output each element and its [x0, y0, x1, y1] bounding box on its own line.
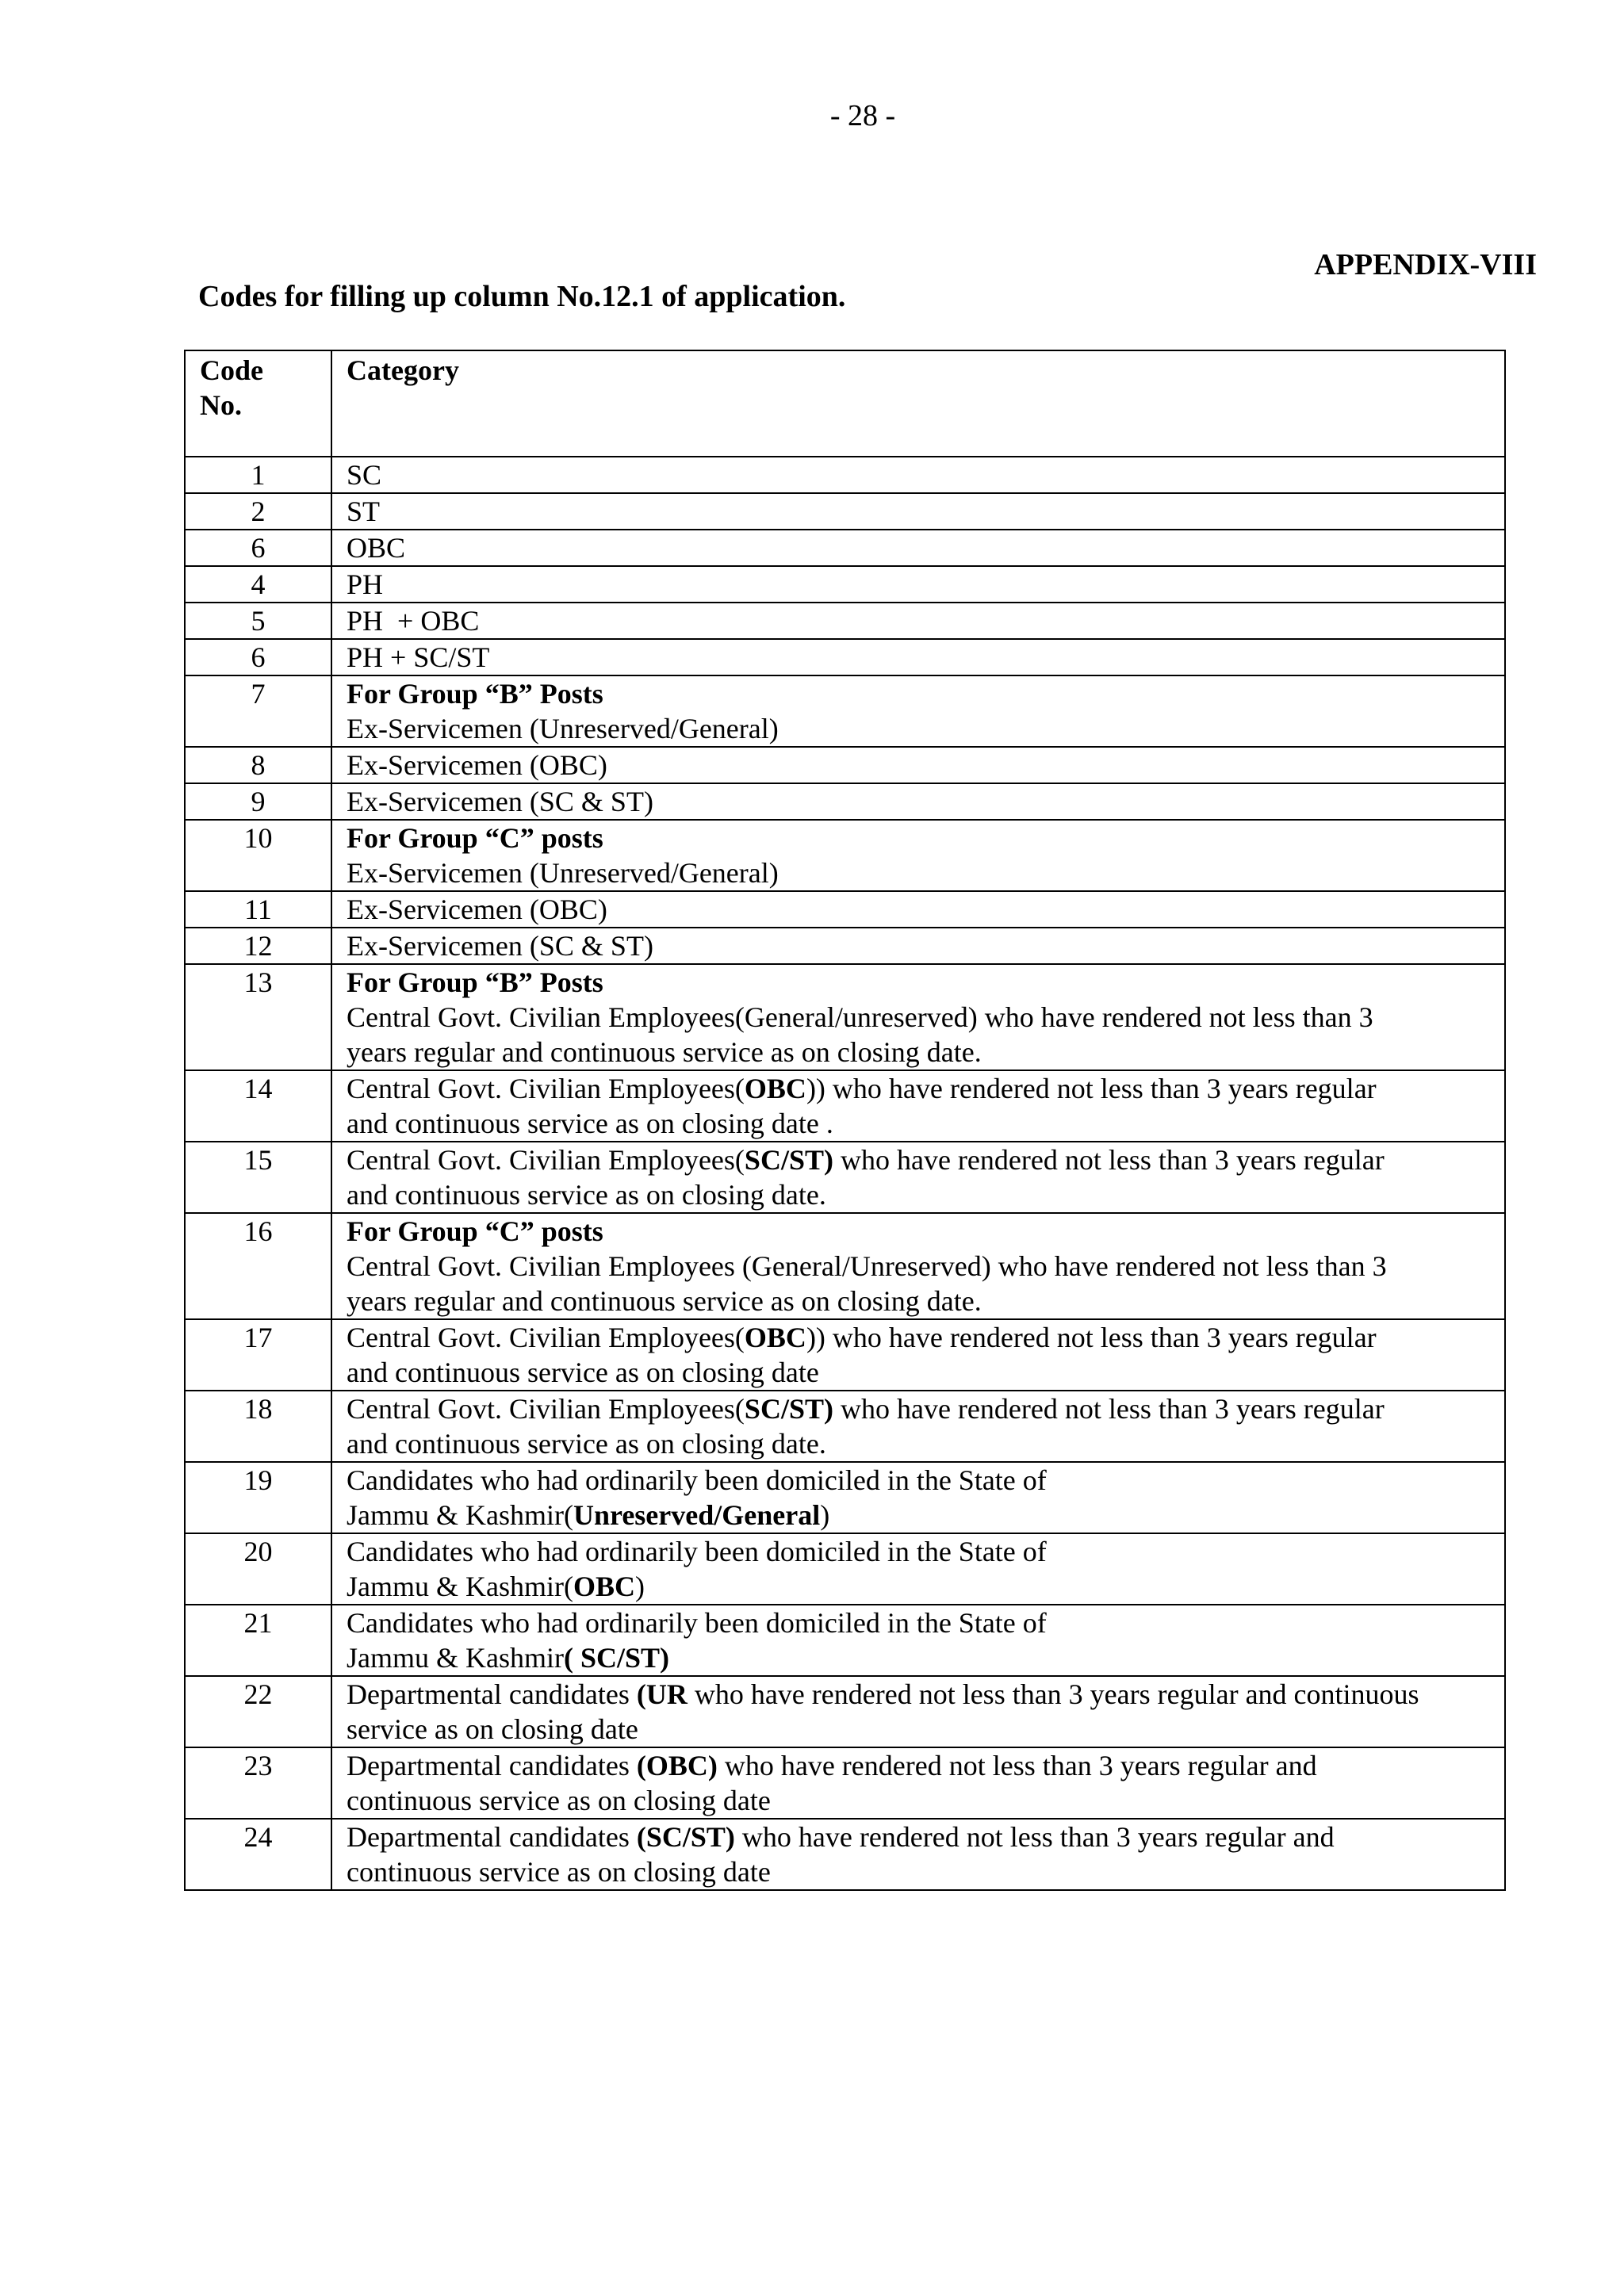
table-header-row: [185, 350, 1505, 457]
table-row: [185, 747, 1505, 783]
category-text-bold: For Group “B” Posts: [347, 678, 603, 710]
category-text-bold: (SC/ST): [636, 1821, 735, 1853]
category-text: Ex-Servicemen (SC & ST): [347, 930, 653, 962]
code-cell: 6: [185, 639, 331, 675]
category-text-bold: SC/ST): [744, 1393, 833, 1425]
intro-heading: Codes for filling up column No.12.1 of application.: [198, 280, 846, 313]
category-text-bold: OBC: [573, 1571, 635, 1602]
category-text-bold: ( SC/ST): [563, 1642, 670, 1674]
category-cell: [331, 891, 1505, 928]
category-line: [347, 1320, 1504, 1355]
header-code-line2: No.: [200, 389, 242, 421]
category-text: Departmental candidates: [347, 1750, 637, 1781]
category-cell: [331, 1462, 1505, 1533]
category-text: who have rendered not less than 3 years regular: [833, 1144, 1385, 1176]
code-cell: 10: [185, 820, 331, 891]
category-cell: [331, 1213, 1505, 1319]
code-cell: 19: [185, 1462, 331, 1533]
category-text: Ex-Servicemen (Unreserved/General): [347, 857, 779, 889]
category-cell: [331, 928, 1505, 964]
category-cell: [331, 1391, 1505, 1462]
table-row: [185, 1070, 1505, 1142]
category-cell: [331, 1605, 1505, 1676]
table-row: [185, 1213, 1505, 1319]
category-line: [347, 821, 1504, 855]
category-cell: [331, 1676, 1505, 1747]
category-line: [347, 1106, 1504, 1141]
category-text: Departmental candidates: [347, 1678, 637, 1710]
code-cell: 24: [185, 1819, 331, 1890]
category-text: continuous service as on closing date: [347, 1785, 771, 1816]
category-cell: [331, 820, 1505, 891]
category-line: [347, 711, 1504, 746]
category-text: Candidates who had ordinarily been domiciled in the State of: [347, 1536, 1047, 1567]
category-text-bold: SC/ST): [744, 1144, 833, 1176]
category-line: [347, 784, 1504, 819]
category-line: [347, 530, 1504, 565]
codes-table: [184, 350, 1506, 1891]
category-text: and continuous service as on closing date: [347, 1357, 819, 1388]
category-text: years regular and continuous service as on closing date.: [347, 1285, 982, 1317]
category-line: [347, 1249, 1504, 1284]
category-text: service as on closing date: [347, 1713, 638, 1745]
category-line: [347, 1569, 1504, 1604]
category-line: [347, 1820, 1504, 1854]
category-text: ): [820, 1499, 830, 1531]
category-line: [347, 1640, 1504, 1675]
category-line: [347, 1605, 1504, 1640]
category-text-bold: Unreserved/General: [573, 1499, 821, 1531]
category-line: [347, 1071, 1504, 1106]
code-cell: 7: [185, 675, 331, 747]
category-text: Central Govt. Civilian Employees (General/Unreserved) who have rendered not less than 3: [347, 1250, 1387, 1282]
category-text: ): [634, 1571, 645, 1602]
code-cell: 22: [185, 1676, 331, 1747]
category-text: who have rendered not less than 3 years regular and: [717, 1750, 1317, 1781]
category-line: [347, 457, 1504, 492]
category-line: [347, 494, 1504, 529]
category-cell: [331, 783, 1505, 820]
category-text: Ex-Servicemen (OBC): [347, 749, 607, 781]
category-text: Jammu & Kashmir(: [347, 1499, 573, 1531]
category-text: ST: [347, 496, 381, 527]
category-line: [347, 928, 1504, 963]
category-text: )) who have rendered not less than 3 years regular: [806, 1322, 1377, 1353]
code-cell: 11: [185, 891, 331, 928]
table-row: [185, 1462, 1505, 1533]
category-line: [347, 676, 1504, 711]
code-cell: 23: [185, 1747, 331, 1819]
category-cell: [331, 603, 1505, 639]
category-cell: [331, 1142, 1505, 1213]
code-cell: 15: [185, 1142, 331, 1213]
table-row: [185, 493, 1505, 530]
category-line: [347, 855, 1504, 890]
table-body: [185, 457, 1505, 1890]
category-cell: [331, 530, 1505, 566]
category-text: Central Govt. Civilian Employees(: [347, 1144, 745, 1176]
category-text: SC: [347, 459, 382, 491]
table-row: [185, 783, 1505, 820]
category-line: [347, 965, 1504, 1000]
table-row: [185, 1747, 1505, 1819]
category-line: [347, 892, 1504, 927]
category-text-bold: OBC: [744, 1322, 806, 1353]
table-row: [185, 1819, 1505, 1890]
table-row: [185, 457, 1505, 493]
header-code-line1: Code: [200, 354, 263, 386]
category-text-bold: (OBC): [636, 1750, 718, 1781]
table-row: [185, 1605, 1505, 1676]
category-text: who have rendered not less than 3 years regular: [833, 1393, 1385, 1425]
category-cell: [331, 675, 1505, 747]
category-cell: [331, 1533, 1505, 1605]
category-cell: [331, 747, 1505, 783]
code-cell: 18: [185, 1391, 331, 1462]
table-row: [185, 820, 1505, 891]
code-cell: 13: [185, 964, 331, 1070]
category-text: PH + OBC: [347, 605, 480, 637]
table-row: [185, 1676, 1505, 1747]
table-row: [185, 639, 1505, 675]
category-text: Ex-Servicemen (Unreserved/General): [347, 713, 779, 744]
category-line: [347, 1463, 1504, 1498]
page-number: - 28 -: [829, 99, 896, 132]
category-text: Ex-Servicemen (SC & ST): [347, 786, 653, 817]
code-cell: 17: [185, 1319, 331, 1391]
table-row: [185, 566, 1505, 603]
category-line: [347, 1035, 1504, 1070]
category-line: [347, 1498, 1504, 1533]
code-cell: 14: [185, 1070, 331, 1142]
code-cell: 5: [185, 603, 331, 639]
category-text: OBC: [347, 532, 406, 564]
category-line: [347, 567, 1504, 602]
category-line: [347, 1854, 1504, 1889]
category-text: Central Govt. Civilian Employees(General/unreserved) who have rendered not less than 3: [347, 1001, 1373, 1033]
category-text: who have rendered not less than 3 years regular and: [734, 1821, 1335, 1853]
category-line: [347, 1677, 1504, 1712]
category-text: Ex-Servicemen (OBC): [347, 894, 607, 925]
category-line: [347, 1534, 1504, 1569]
code-cell: 16: [185, 1213, 331, 1319]
table-row: [185, 675, 1505, 747]
category-line: [347, 1214, 1504, 1249]
table-row: [185, 964, 1505, 1070]
category-line: [347, 1000, 1504, 1035]
category-line: [347, 640, 1504, 675]
category-cell: [331, 1819, 1505, 1890]
code-cell: 12: [185, 928, 331, 964]
code-cell: 8: [185, 747, 331, 783]
category-text-bold: (UR: [636, 1678, 688, 1710]
category-line: [347, 748, 1504, 783]
code-cell: 1: [185, 457, 331, 493]
table-row: [185, 603, 1505, 639]
category-text: and continuous service as on closing date.: [347, 1179, 826, 1211]
category-cell: [331, 964, 1505, 1070]
table-row: [185, 1533, 1505, 1605]
category-text: Candidates who had ordinarily been domiciled in the State of: [347, 1607, 1047, 1639]
category-line: [347, 603, 1504, 638]
category-text: continuous service as on closing date: [347, 1856, 771, 1888]
category-line: [347, 1177, 1504, 1212]
category-line: [347, 1783, 1504, 1818]
code-cell: 4: [185, 566, 331, 603]
category-text-bold: For Group “C” posts: [347, 1215, 603, 1247]
category-text: and continuous service as on closing date.: [347, 1428, 826, 1460]
table-row: [185, 891, 1505, 928]
category-text-bold: For Group “C” posts: [347, 822, 603, 854]
category-line: [347, 1712, 1504, 1747]
category-cell: [331, 1319, 1505, 1391]
category-text: Candidates who had ordinarily been domiciled in the State of: [347, 1464, 1047, 1496]
category-cell: [331, 639, 1505, 675]
category-line: [347, 1391, 1504, 1426]
code-cell: 2: [185, 493, 331, 530]
code-cell: 20: [185, 1533, 331, 1605]
category-cell: [331, 1070, 1505, 1142]
category-cell: [331, 457, 1505, 493]
category-cell: [331, 1747, 1505, 1819]
category-text: and continuous service as on closing date .: [347, 1108, 833, 1139]
category-text: PH + SC/ST: [347, 641, 490, 673]
category-text: PH: [347, 568, 384, 600]
category-cell: [331, 493, 1505, 530]
category-cell: [331, 566, 1505, 603]
category-text: Central Govt. Civilian Employees(: [347, 1393, 745, 1425]
category-text: Jammu & Kashmir(: [347, 1571, 573, 1602]
category-text-bold: For Group “B” Posts: [347, 966, 603, 998]
header-code: [185, 350, 331, 457]
category-text-bold: OBC: [744, 1073, 806, 1104]
category-text: years regular and continuous service as on closing date.: [347, 1036, 982, 1068]
category-text: )) who have rendered not less than 3 years regular: [806, 1073, 1377, 1104]
appendix-label: APPENDIX-VIII: [1314, 248, 1537, 281]
code-cell: 21: [185, 1605, 331, 1676]
category-line: [347, 1748, 1504, 1783]
category-line: [347, 1426, 1504, 1461]
category-text: Central Govt. Civilian Employees(: [347, 1073, 745, 1104]
category-text: Departmental candidates: [347, 1821, 637, 1853]
table-row: [185, 928, 1505, 964]
code-cell: 9: [185, 783, 331, 820]
category-text: Jammu & Kashmir: [347, 1642, 564, 1674]
category-line: [347, 1142, 1504, 1177]
code-cell: 6: [185, 530, 331, 566]
category-text: Central Govt. Civilian Employees(: [347, 1322, 745, 1353]
table-row: [185, 1391, 1505, 1462]
category-text: who have rendered not less than 3 years regular and continuous: [687, 1678, 1419, 1710]
category-line: [347, 1355, 1504, 1390]
table-row: [185, 1319, 1505, 1391]
table-row: [185, 1142, 1505, 1213]
table-row: [185, 530, 1505, 566]
category-line: [347, 1284, 1504, 1318]
header-category: Category: [331, 350, 1505, 457]
